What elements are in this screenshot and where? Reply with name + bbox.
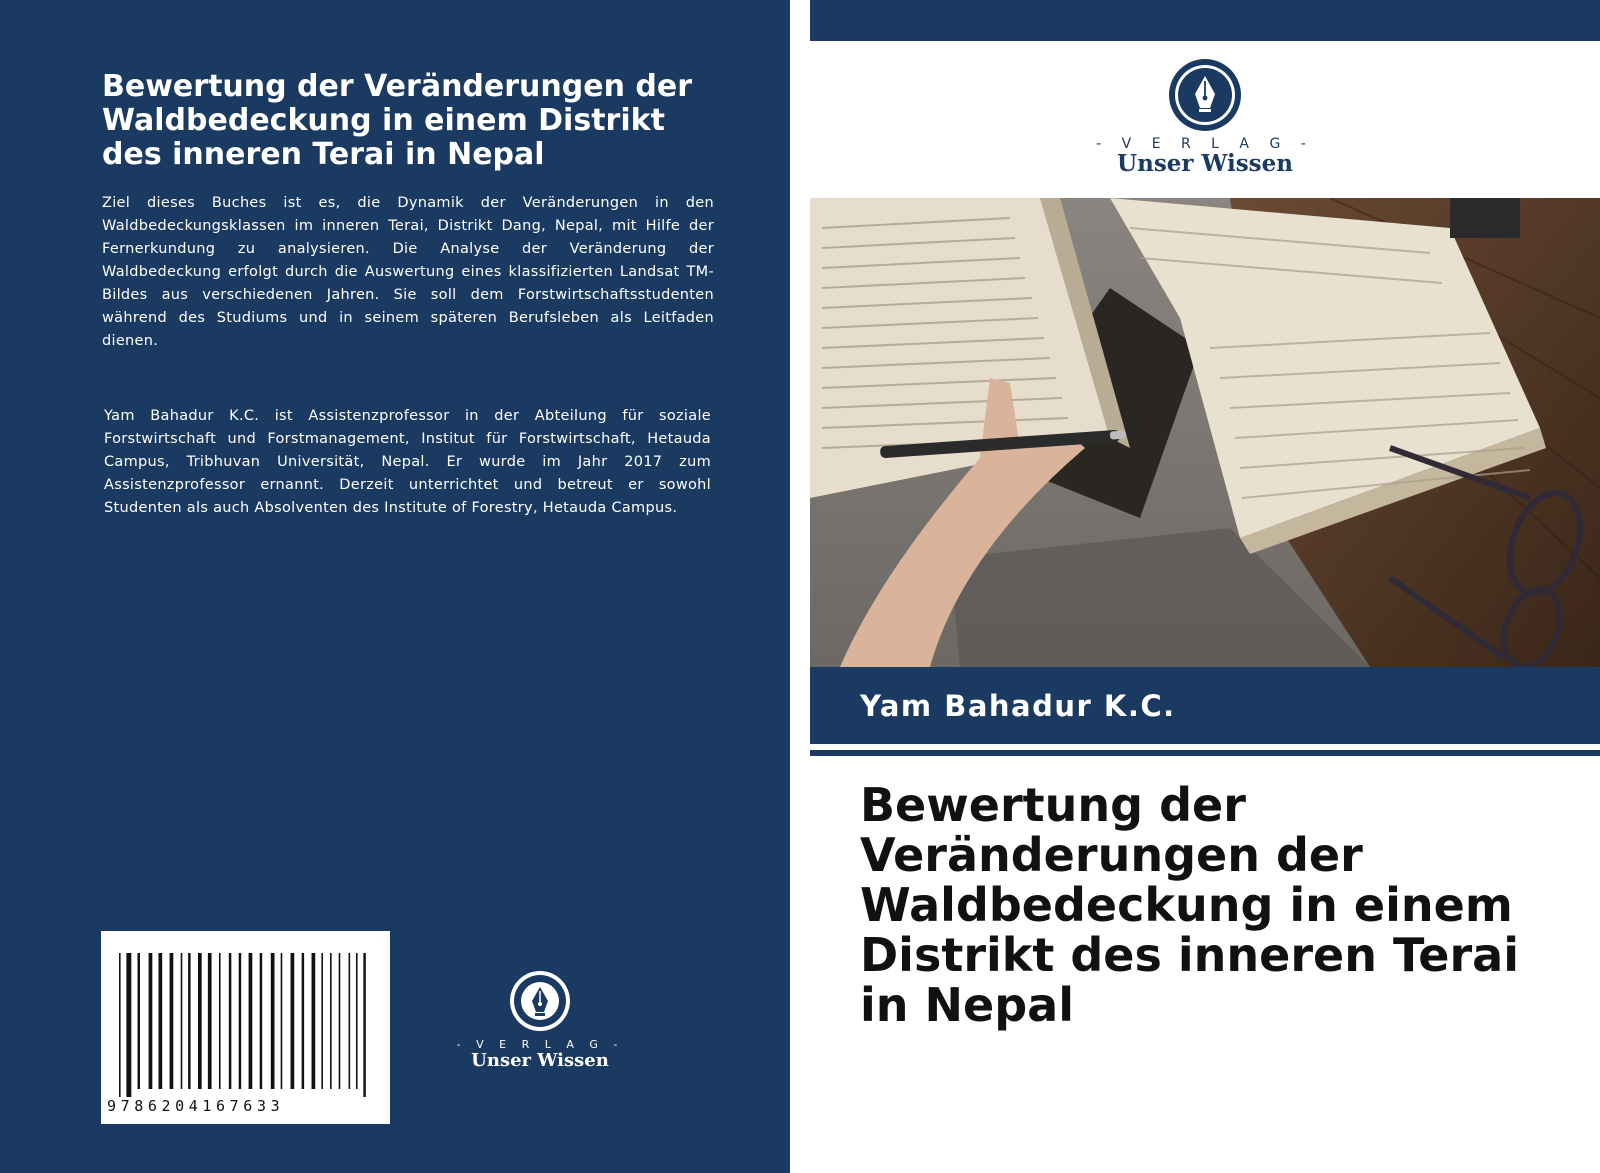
- front-cover: [810, 0, 1600, 1173]
- publisher-name: Unser Wissen: [1117, 150, 1293, 177]
- front-cover-title: Bewertung der Veränderungen der Waldbedeckung in einem Distrikt des inneren Terai in Nepal: [860, 778, 1519, 1032]
- back-cover: [0, 0, 790, 1173]
- front-publisher-logo: [1080, 58, 1330, 178]
- front-cover-author: Yam Bahadur K.C.: [860, 689, 1176, 723]
- top-band: [810, 0, 1600, 41]
- isbn-number: 9786204167633: [107, 1097, 285, 1115]
- back-cover-summary: Ziel dieses Buches ist es, die Dynamik der Veränderungen in den Waldbedeckungsklassen im inneren Terai, Distrikt Dang, Nepal, mit Hilfe der Fernerkundung zu analysieren. Die Analyse der Veränderung der Waldbedeckung erfolgt durch die Auswertung eines klassifizierten Landsat TM-Bildes aus verschiedenen Jahren. Sie soll dem Forstwirtschaftsstudenten während des Studiums und in seinem späteren Berufsleben als Leitfaden dienen.: [102, 195, 714, 349]
- back-cover-author-bio: Yam Bahadur K.C. ist Assistenzprofessor in der Abteilung für soziale Forstwirtschaft und Forstmanagement, Institut für Forstwirtschaft, Hetauda Campus, Tribhuvan Universität, Nepal. Er wurde im Jahr 2017 zum Assistenzprofessor ernannt. Derzeit unterrichtet und betreut er sowohl Studenten als auch Absolventen des Institute of Forestry, Hetauda Campus.: [104, 408, 711, 516]
- pen-nib-seal-icon: [509, 970, 571, 1032]
- author-band: [810, 667, 1600, 744]
- barcode-icon: [119, 953, 372, 1097]
- open-books-hand-pen-photo-icon: [810, 198, 1600, 667]
- back-publisher-logo: [455, 970, 625, 1080]
- barcode: [101, 931, 390, 1124]
- back-cover-title: Bewertung der Veränderungen der Waldbedeckung in einem Distrikt des inneren Terai in Nepal: [102, 69, 692, 172]
- publisher-name: Unser Wissen: [471, 1050, 609, 1071]
- divider-line: [810, 750, 1600, 756]
- book-spine: [790, 0, 810, 1173]
- cover-photo: [810, 198, 1600, 667]
- verlag-label: - V E R L A G -: [456, 1038, 624, 1051]
- verlag-label: - V E R L A G -: [1096, 136, 1314, 152]
- pen-nib-seal-icon: [1168, 58, 1242, 132]
